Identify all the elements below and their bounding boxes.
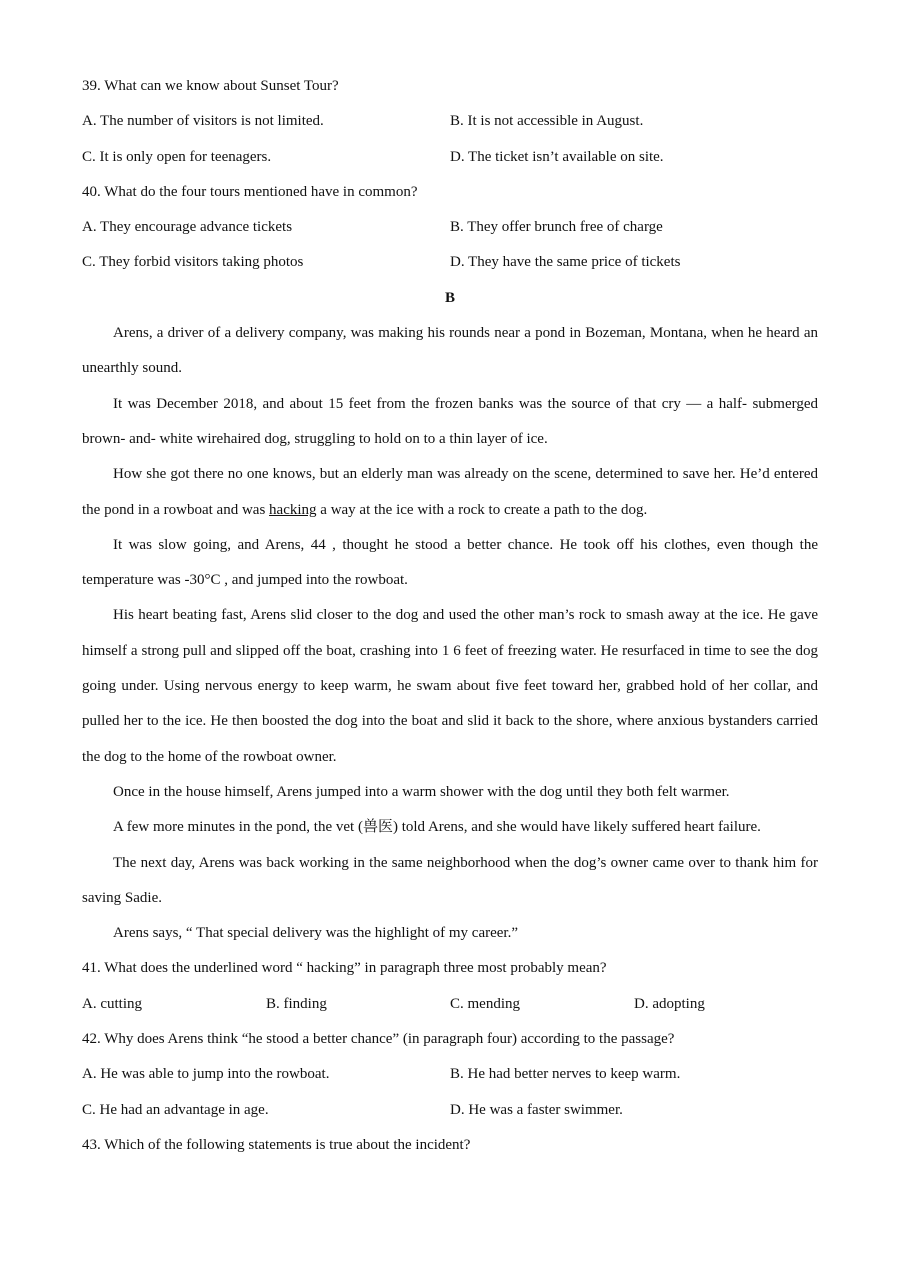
question-42-options-row — [82, 1057, 818, 1092]
option-b: B. finding — [266, 995, 327, 1012]
paragraph-9: Arens says, “ That special delivery was the highlight of my career.” — [113, 925, 519, 942]
question-42-stem: 42. Why does Arens think “he stood a better chance” (in paragraph four) according to the passage? — [82, 1031, 675, 1048]
option-c: C. mending — [450, 995, 520, 1012]
option-c: C. It is only open for teenagers. — [82, 148, 272, 165]
paragraph-5: His heart beating fast, Arens slid closer to the dog and used the other man’s rock to smash away at the ice. He gave himself a strong pull and slipped off the boat, crashing into 1 6 feet of freezing water. He resurfaced in time to see the dog going under. Using nervous energy to keep warm, he swam about five feet toward her, grabbed hold of her collar, and pulled her to the ice. He then boosted the dog into the boat and slid it back to the shore, where anxious bystanders carried the dog to the home of the rowboat owner. — [82, 607, 818, 765]
paragraph-1: Arens, a driver of a delivery company, was making his rounds near a pond in Bozeman, Montana, when he heard an unearthly sound. — [82, 325, 818, 377]
option-b: B. He had better nerves to keep warm. — [450, 1066, 681, 1083]
paragraph-3-text: How she got there no one knows, but an elderly man was already on the scene, determined to save her. He’d entered the pond in a rowboat and was — [82, 466, 818, 518]
question-43-stem: 43. Which of the following statements is true about the incident? — [82, 1136, 471, 1153]
question-41-stem: 41. What does the underlined word “ hacking” in paragraph three most probably mean? — [82, 960, 607, 977]
question-39-options-row — [82, 104, 818, 139]
question-40-options-row — [82, 245, 818, 280]
question-39-options-row — [82, 140, 818, 175]
option-a: A. cutting — [82, 995, 142, 1012]
paragraph-8: The next day, Arens was back working in the same neighborhood when the dog’s owner came over to thank him for saving Sadie. — [82, 854, 818, 906]
paragraph-4: It was slow going, and Arens, 44 , thought he stood a better chance. He took off his clothes, even though the temperature was -30°C , and jumped into the rowboat. — [82, 536, 818, 589]
question-41-options-row — [82, 987, 818, 1022]
option-c: C. They forbid visitors taking photos — [82, 254, 304, 271]
underlined-word: hacking — [269, 501, 317, 518]
option-d: D. They have the same price of tickets — [450, 254, 681, 271]
paragraph-2: It was December 2018, and about 15 feet from the frozen banks was the source of that cry — a half- submerged brown- and- white wirehaired dog, struggling to hold on to a thin layer of ice. — [82, 395, 818, 447]
document-page — [82, 69, 818, 1163]
question-42-options-row — [82, 1093, 818, 1128]
option-b: B. They offer brunch free of charge — [450, 219, 663, 236]
question-39-stem: 39. What can we know about Sunset Tour? — [82, 78, 339, 94]
option-d: D. The ticket isn’t available on site. — [450, 148, 664, 165]
paragraph-3-text: a way at the ice with a rock to create a path to the dog. — [316, 501, 648, 518]
option-a: A. They encourage advance tickets — [82, 219, 293, 236]
option-a: A. The number of visitors is not limited. — [82, 113, 324, 130]
section-heading: B — [444, 289, 455, 306]
option-c: C. He had an advantage in age. — [82, 1101, 269, 1118]
option-b: B. It is not accessible in August. — [450, 113, 644, 130]
paragraph-3 — [82, 457, 818, 528]
paragraph-6: Once in the house himself, Arens jumped into a warm shower with the dog until they both felt warmer. — [113, 783, 730, 800]
question-40-stem: 40. What do the four tours mentioned have in common? — [82, 183, 418, 200]
question-40-options-row — [82, 210, 818, 245]
paragraph-7: A few more minutes in the pond, the vet (兽医) told Arens, and she would have likely suffered heart failure. — [113, 819, 761, 836]
option-d: D. adopting — [634, 995, 705, 1012]
option-a: A. He was able to jump into the rowboat. — [82, 1066, 330, 1083]
option-d: D. He was a faster swimmer. — [450, 1101, 623, 1118]
